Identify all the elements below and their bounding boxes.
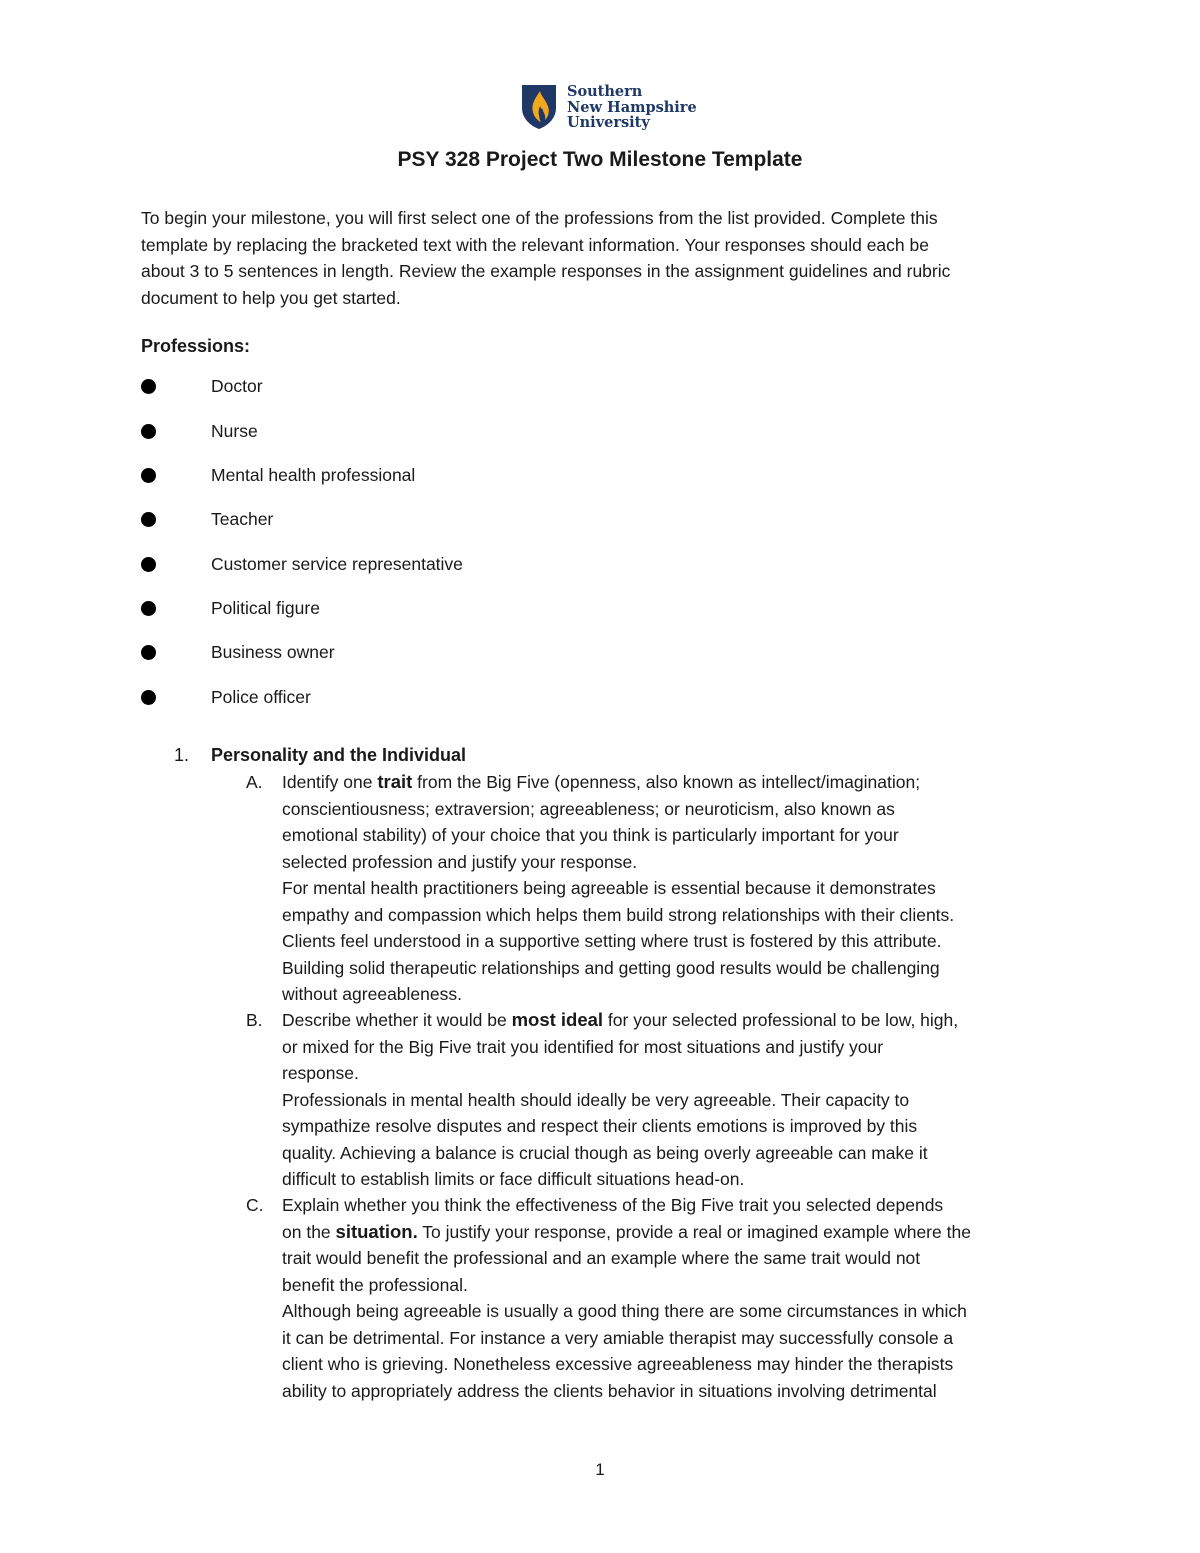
list-item <box>141 684 311 710</box>
prompt-line: emotional stability) of your choice that you think is particularly important for your <box>282 825 899 845</box>
prompt-text: on the <box>282 1221 336 1242</box>
response-line: sympathize resolve disputes and respect their clients emotions is improved by this <box>282 1116 918 1136</box>
snhu-logo <box>521 84 697 131</box>
response-line: Professionals in mental health should ideally be very agreeable. Their capacity to <box>282 1089 910 1110</box>
prompt-line: selected profession and justify your response. <box>282 851 638 872</box>
response-line: without agreeableness. <box>282 984 462 1004</box>
prompt-line: trait would benefit the professional and an example where the same trait would not <box>282 1248 921 1268</box>
list-item-label: Business owner <box>211 642 335 662</box>
list-item <box>141 639 335 665</box>
list-item-label: Mental health professional <box>211 465 416 485</box>
response-line: Building solid therapeutic relationships and getting good results would be challenging <box>282 957 940 978</box>
bullet-icon <box>141 424 156 439</box>
prompt-text: Identify one <box>282 772 378 792</box>
prompt-line: Explain whether you think the effectiveness of the Big Five trait you selected depends <box>282 1195 944 1215</box>
logo-wordmark <box>567 84 697 131</box>
prompt-line: or mixed for the Big Five trait you identified for most situations and justify your <box>282 1036 884 1057</box>
prompt-emphasis: trait <box>377 771 413 792</box>
response-line: For mental health practitioners being agreeable is essential because it demonstrates <box>282 878 936 898</box>
prompt-line: response. <box>282 1063 359 1083</box>
list-item <box>141 506 274 532</box>
list-item <box>141 373 263 399</box>
page-title: PSY 328 Project Two Milestone Template <box>397 148 803 171</box>
response-line: empathy and compassion which helps them build strong relationships with their clients. <box>282 904 955 925</box>
response-line: Clients feel understood in a supportive setting where trust is fostered by this attribute. <box>282 931 942 951</box>
intro-line: template by replacing the bracketed text with the relevant information. Your responses should each be <box>141 234 929 255</box>
response-line: client who is grieving. Nonetheless excessive agreeableness may hinder the therapists <box>282 1354 954 1374</box>
subsection-b <box>282 1007 1072 1193</box>
section-number: 1. <box>174 745 190 765</box>
logo-line-2: New Hampshire <box>567 98 697 116</box>
bullet-icon <box>141 557 156 572</box>
list-item <box>141 551 463 577</box>
prompt-line: benefit the professional. <box>282 1274 468 1295</box>
prompt-line: conscientiousness; extraversion; agreeableness; or neuroticism, also known as <box>282 798 895 819</box>
bullet-icon <box>141 468 156 483</box>
bullet-icon <box>141 601 156 616</box>
prompt-line <box>282 1219 1072 1246</box>
list-item <box>141 462 416 488</box>
list-item <box>141 595 320 621</box>
shield-flame-icon <box>521 84 557 130</box>
response-line: ability to appropriately address the clients behavior in situations involving detrimental <box>282 1380 937 1401</box>
prompt-text: for your selected professional to be low, high, <box>603 1010 959 1030</box>
intro-paragraph <box>141 205 1081 311</box>
professions-heading: Professions: <box>141 336 251 356</box>
response-line: quality. Achieving a balance is crucial though as being overly agreeable can make it <box>282 1142 928 1163</box>
prompt-line <box>282 1007 1072 1034</box>
subsection-letter-c: C. <box>246 1195 264 1215</box>
bullet-icon <box>141 645 156 660</box>
intro-line: about 3 to 5 sentences in length. Review the example responses in the assignment guidelines and rubric <box>141 261 951 281</box>
response-line: difficult to establish limits or face difficult situations head-on. <box>282 1169 745 1189</box>
page-number: 1 <box>595 1460 605 1479</box>
response-line: it can be detrimental. For instance a very amiable therapist may successfully console a <box>282 1327 954 1348</box>
intro-line: document to help you get started. <box>141 287 401 308</box>
response-line: Although being agreeable is usually a good thing there are some circumstances in which <box>282 1301 967 1321</box>
prompt-emphasis: most ideal <box>511 1009 604 1030</box>
logo-line-3: University <box>567 114 650 131</box>
bullet-icon <box>141 690 156 705</box>
subsection-a <box>282 769 1072 1008</box>
list-item-label: Political figure <box>211 598 320 618</box>
list-item-label: Doctor <box>211 376 263 396</box>
subsection-letter-a: A. <box>246 772 263 792</box>
prompt-emphasis: situation. <box>335 1220 418 1242</box>
section-title: Personality and the Individual <box>211 745 467 765</box>
logo-line-1: Southern <box>567 83 643 100</box>
bullet-icon <box>141 512 156 527</box>
intro-line: To begin your milestone, you will first select one of the professions from the list provided. Complete this <box>141 208 938 228</box>
prompt-text: Describe whether it would be <box>282 1010 512 1030</box>
list-item-label: Customer service representative <box>211 554 463 574</box>
list-item-label: Nurse <box>211 421 258 441</box>
subsection-letter-b: B. <box>246 1010 263 1030</box>
prompt-text: To justify your response, provide a real or imagined example where the <box>417 1221 971 1242</box>
bullet-icon <box>141 379 156 394</box>
list-item <box>141 418 258 444</box>
list-item-label: Police officer <box>211 687 311 707</box>
list-item-label: Teacher <box>211 509 274 529</box>
prompt-text: from the Big Five (openness, also known as intellect/imagination; <box>412 772 921 792</box>
prompt-line <box>282 769 1072 796</box>
subsection-c <box>282 1192 1072 1404</box>
